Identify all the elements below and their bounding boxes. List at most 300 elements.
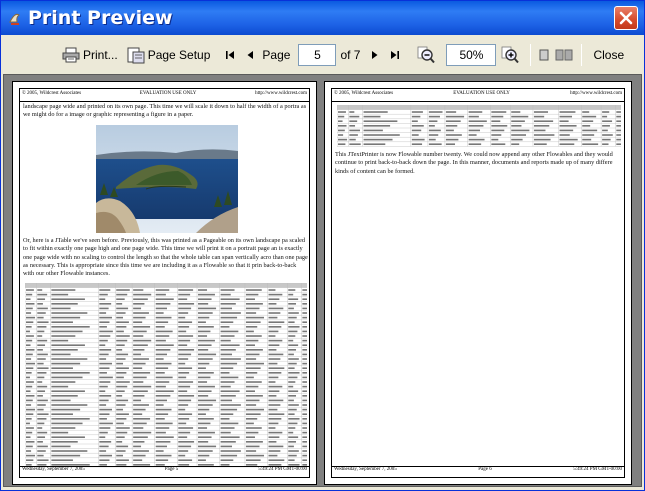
table-cell-text [412, 134, 419, 136]
table-cell-text [116, 423, 124, 425]
table-cell-text [288, 335, 295, 337]
table-cell-text [302, 372, 307, 374]
table-cell-text [469, 134, 477, 136]
toolbar-separator [530, 44, 531, 66]
table-cell-text [26, 404, 31, 406]
table-cell-text [429, 143, 442, 145]
table-cell-text [246, 404, 256, 406]
table-cell-text [221, 321, 234, 323]
table-cell-text [178, 404, 188, 406]
table-cell-text [156, 455, 172, 457]
table-cell-text [246, 294, 258, 296]
table-cell-text [198, 335, 207, 337]
table-cell-text [116, 367, 129, 369]
table-cell-text [412, 120, 418, 122]
table-cell-text [198, 303, 208, 305]
table-cell-text [349, 111, 354, 113]
page-number-input[interactable] [298, 44, 336, 66]
table-cell-text [99, 372, 107, 374]
table-cell-text [178, 303, 194, 305]
table-cell-text [602, 120, 612, 122]
table-cell-text [26, 400, 33, 402]
table-cell-text [156, 404, 164, 406]
table-cell-text [37, 418, 46, 420]
table-cell-text [37, 326, 46, 328]
table-cell-text [491, 116, 503, 118]
table-cell-text [302, 381, 307, 383]
table-cell-text [116, 404, 125, 406]
table-cell-text [156, 367, 168, 369]
table-cell-text [99, 441, 111, 443]
table-cell-text [198, 340, 215, 342]
table-cell-text [26, 335, 34, 337]
table-cell-text [116, 459, 129, 461]
table-cell-text [446, 143, 455, 145]
table-cell-text [338, 120, 343, 122]
table-cell-text [116, 289, 130, 291]
table-cell-text [349, 134, 358, 136]
header-evaluation: EVALUATION USE ONLY [139, 91, 197, 96]
table-cell-text [616, 116, 621, 118]
table-cell-text [221, 372, 230, 374]
table-cell-text [288, 386, 293, 388]
table-cell-text [37, 404, 45, 406]
table-cell-text [116, 441, 122, 443]
preview-viewport[interactable] [3, 74, 642, 487]
body-paragraph: landscape page wide and printed on its own page. This time we will scale it down to half the width of a portra as we might do for a image or graphic representing a figure in a paper. [23, 103, 307, 119]
table-cell-text [133, 395, 144, 397]
table-cell-text [221, 367, 234, 369]
table-cell-text [288, 321, 294, 323]
table-cell-text [178, 423, 186, 425]
table-cell-text [338, 111, 346, 113]
table-cell-text [156, 418, 165, 420]
table-cell-text [37, 335, 42, 337]
table-cell-text [26, 372, 32, 374]
table-cell-text [269, 321, 285, 323]
table-cell-text [288, 441, 296, 443]
table-cell-text [469, 120, 487, 122]
table-cell-text [51, 321, 73, 323]
table-cell-text [511, 139, 522, 141]
table-cell-text [26, 418, 32, 420]
table-cell-text [178, 395, 194, 397]
table-cell-text [37, 446, 48, 448]
table-cell-text [51, 331, 82, 333]
table-cell-text [133, 331, 147, 333]
zoom-out-icon [417, 46, 435, 64]
single-page-icon [539, 49, 549, 61]
table-cell-text [511, 143, 519, 145]
table-cell-text [412, 130, 421, 132]
table-cell-text [156, 312, 164, 314]
table-cell-text [116, 335, 130, 337]
table-cell-text [133, 390, 148, 392]
table-cell-text [133, 436, 148, 438]
table-cell-text [99, 298, 105, 300]
table-cell-text [198, 441, 208, 443]
table-cell-text [534, 120, 553, 122]
table-cell-text [99, 459, 109, 461]
table-cell-text [178, 409, 185, 411]
table-cell-text [133, 404, 149, 406]
table-cell-text [302, 367, 307, 369]
single-page-button[interactable] [536, 42, 552, 68]
table-cell-text [116, 317, 123, 319]
table-cell-text [269, 358, 281, 360]
table-cell-text [246, 409, 264, 411]
table-cell-text [198, 413, 206, 415]
table-cell-text [221, 317, 237, 319]
table-cell-text [288, 381, 295, 383]
table-cell-text [133, 349, 144, 351]
table-cell-text [51, 413, 73, 415]
toolbar [3, 37, 642, 73]
table-cell-text [269, 340, 283, 342]
table-cell-text [178, 312, 188, 314]
table-cell-text [51, 436, 85, 438]
table-cell-text [99, 413, 109, 415]
table-cell-text [246, 423, 254, 425]
table-cell-text [221, 308, 232, 310]
table-cell-text [221, 363, 237, 365]
table-cell-text [288, 404, 299, 406]
table-cell-text [602, 111, 609, 113]
table-cell-text [99, 317, 112, 319]
table-cell-text [133, 413, 142, 415]
table-cell-text [246, 289, 262, 291]
table-cell-text [288, 427, 295, 429]
close-label: Close [593, 48, 625, 62]
table-cell-text [116, 321, 129, 323]
table-cell-text [26, 413, 33, 415]
table-cell-text [221, 386, 231, 388]
table-cell-text [99, 450, 106, 452]
table-cell-text [51, 349, 77, 351]
table-cell-text [269, 298, 280, 300]
table-cell-text [338, 116, 344, 118]
table-cell-text [288, 331, 297, 333]
table-cell-text [133, 432, 151, 434]
table-cell-text [221, 358, 241, 360]
table-cell-text [26, 312, 31, 314]
table-cell-text [288, 298, 298, 300]
table-cell-text [302, 331, 307, 333]
table-cell-text [156, 423, 173, 425]
table-cell-text [246, 298, 255, 300]
table-cell-text [221, 432, 231, 434]
close-icon [619, 11, 633, 25]
page-count-label: of 7 [340, 48, 361, 62]
app-icon [7, 10, 23, 26]
table-cell-text [269, 427, 276, 429]
page-setup-button[interactable] [124, 42, 214, 68]
table-cell-text [37, 459, 48, 461]
table-cell-text [51, 363, 80, 365]
table-cell-text [116, 381, 130, 383]
table-cell-text [269, 326, 282, 328]
table-cell-text [246, 377, 254, 379]
table-cell-text [198, 349, 208, 351]
table-cell-text [99, 358, 106, 360]
table-cell-text [511, 134, 526, 136]
table-cell-text [26, 459, 33, 461]
table-cell-text [221, 344, 240, 346]
two-page-button[interactable] [552, 42, 576, 68]
table-cell-text [51, 441, 77, 443]
table-cell-text [156, 372, 165, 374]
table-cell-text [178, 372, 189, 374]
close-window-button[interactable] [614, 6, 638, 30]
table-cell-text [221, 298, 240, 300]
crater-lake-photo [96, 125, 238, 233]
table-cell-text [178, 459, 192, 461]
table-cell-text [133, 427, 143, 429]
table-cell-text [37, 409, 43, 411]
table-cell-text [302, 303, 307, 305]
table-cell-text [288, 455, 296, 457]
table-cell-text [221, 354, 232, 356]
close-button[interactable] [587, 42, 627, 68]
table-cell-text [302, 441, 307, 443]
table-cell-text [446, 130, 454, 132]
table-cell-text [560, 120, 569, 122]
table-cell-text [51, 372, 89, 374]
table-cell-text [511, 120, 525, 122]
table-cell-text [37, 386, 47, 388]
table-cell-text [269, 386, 283, 388]
table-cell-text [99, 455, 112, 457]
table-cell-text [269, 409, 278, 411]
table-cell-text [269, 432, 283, 434]
table-cell-text [269, 390, 280, 392]
table-cell-text [221, 312, 241, 314]
table-cell-text [178, 441, 194, 443]
table-cell-text [198, 404, 213, 406]
table-cell-text [338, 134, 343, 136]
table-cell-text [246, 390, 255, 392]
table-cell-text [99, 404, 106, 406]
table-cell-text [37, 427, 42, 429]
page-label: Page [262, 48, 291, 62]
table-cell-text [616, 120, 621, 122]
table-cell-text [302, 395, 307, 397]
table-cell-text [37, 294, 47, 296]
table-cell-text [302, 404, 307, 406]
table-cell-text [133, 459, 142, 461]
table-cell-text [429, 125, 435, 127]
table-cell-text [51, 423, 82, 425]
table-cell-text [178, 349, 194, 351]
table-cell-text [302, 436, 307, 438]
table-cell-text [37, 441, 43, 443]
table-cell-text [288, 354, 294, 356]
zoom-out-button[interactable] [414, 42, 438, 68]
table-cell-text [51, 294, 68, 296]
table-cell-text [582, 111, 589, 113]
table-cell-text [99, 344, 105, 346]
table-cell-text [198, 459, 206, 461]
table-cell-text [246, 349, 263, 351]
last-page-button[interactable] [386, 42, 404, 68]
table-cell-text [99, 377, 113, 379]
table-cell-text [288, 459, 294, 461]
table-cell-text [116, 312, 125, 314]
table-cell-text [51, 395, 77, 397]
table-cell-text [269, 335, 276, 337]
table-cell-text [37, 308, 48, 310]
table-cell-text [26, 289, 34, 291]
table-cell-text [51, 317, 80, 319]
table-cell-text [51, 312, 87, 314]
zoom-input[interactable] [446, 44, 496, 66]
table-cell-text [302, 344, 307, 346]
table-cell-text [116, 298, 124, 300]
table-cell-text [26, 354, 33, 356]
table-cell-text [364, 111, 388, 113]
table-cell-text [269, 395, 277, 397]
table-cell-text [364, 116, 381, 118]
page-footer [334, 467, 622, 476]
table-cell-text [302, 400, 307, 402]
table-cell-text [246, 363, 264, 365]
table-cell-text [37, 390, 45, 392]
table-cell-text [429, 139, 436, 141]
table-cell-text [178, 390, 187, 392]
table-cell-text [302, 455, 307, 457]
table-cell-text [99, 363, 112, 365]
table-cell-text [156, 446, 167, 448]
table-cell-text [99, 321, 109, 323]
table-cell-text [221, 423, 239, 425]
table-cell-text [156, 409, 172, 411]
table-cell-text [412, 139, 425, 141]
table-cell-text [99, 409, 112, 411]
table-cell-text [429, 134, 438, 136]
table-cell-text [221, 340, 231, 342]
table-cell-text [26, 331, 30, 333]
table-cell-text [99, 331, 113, 333]
table-cell-text [156, 294, 166, 296]
table-cell-text [302, 427, 307, 429]
table-cell-text [133, 354, 141, 356]
table-cell-text [178, 450, 188, 452]
table-cell-text [491, 120, 500, 122]
table-cell-text [156, 335, 170, 337]
table-cell-text [156, 317, 172, 319]
table-header-row [337, 105, 621, 110]
table-cell-text [246, 344, 255, 346]
title-bar[interactable] [1, 1, 644, 35]
table-cell-text [133, 303, 144, 305]
table-cell-text [51, 326, 89, 328]
table-cell-text [178, 381, 193, 383]
table-cell-text [469, 125, 484, 127]
next-page-button[interactable] [366, 42, 384, 68]
table-cell-text [221, 349, 236, 351]
table-cell-text [26, 308, 33, 310]
table-cell-text [246, 386, 258, 388]
table-cell-text [116, 303, 122, 305]
table-cell-text [221, 381, 235, 383]
two-page-icon [555, 49, 573, 61]
zoom-in-button[interactable] [498, 42, 522, 68]
body-paragraph: Or, here is a JTable we've seen before. Previously, this was printed as a Pageable on its own landscape pa scaled to fit within exactly one page high and one page wide. This time we will print it on a portrait page an is exactly one page wide with no scaling to control the length so that the whole table can span vertically acro than one page as necessary. This is appropriate since this time we are including it as a Flowable so that it prin back-to-back with our other Flowable instances. [23, 237, 308, 278]
table-cell-text [156, 395, 171, 397]
table-cell-text [178, 340, 190, 342]
table-cell-text [364, 120, 398, 122]
table-cell-text [51, 427, 75, 429]
table-cell-text [116, 450, 125, 452]
table-cell-text [178, 400, 191, 402]
table-cell-text [37, 423, 44, 425]
table-cell-text [198, 317, 209, 319]
table-cell-text [616, 130, 621, 132]
table-cell-text [364, 143, 386, 145]
table-cell-text [26, 409, 35, 411]
table-cell-text [221, 436, 240, 438]
table-cell-text [582, 116, 596, 118]
table-cell-text [469, 116, 479, 118]
print-button[interactable] [59, 42, 121, 68]
first-page-button[interactable] [221, 42, 239, 68]
table-cell-text [246, 413, 261, 415]
table-cell-text [302, 459, 307, 461]
table-cell-text [288, 317, 296, 319]
table-cell-text [446, 116, 464, 118]
previous-page-button[interactable] [241, 42, 259, 68]
table-cell-text [26, 363, 35, 365]
table-cell-text [534, 143, 547, 145]
table-cell-text [288, 423, 297, 425]
footer-date: Wednesday, September 7, 2005 [22, 467, 85, 472]
table-cell-text [156, 363, 172, 365]
table-cell-text [198, 400, 216, 402]
table-cell-text [26, 446, 33, 448]
table-cell-text [37, 436, 45, 438]
table-cell-text [178, 363, 185, 365]
table-cell-text [288, 294, 293, 296]
table-cell-text [51, 344, 85, 346]
table-cell-text [602, 134, 613, 136]
table-cell-text [582, 134, 594, 136]
table-cell-text [288, 413, 294, 415]
table-cell-text [116, 349, 122, 351]
table-cell-text [302, 294, 307, 296]
table-cell-text [178, 335, 193, 337]
table-cell-text [198, 446, 216, 448]
table-cell-text [51, 308, 70, 310]
table-cell-text [269, 289, 276, 291]
table-cell-text [26, 321, 33, 323]
table-cell-text [133, 423, 147, 425]
table-cell-text [198, 386, 215, 388]
table-cell-text [178, 321, 192, 323]
table-cell-text [221, 395, 236, 397]
table-cell-text [446, 120, 461, 122]
table-cell-text [133, 455, 145, 457]
table-cell-text [302, 298, 307, 300]
table-cell-text [26, 344, 31, 346]
table-cell-text [198, 367, 206, 369]
table-cell-text [99, 326, 107, 328]
table-cell-text [99, 367, 109, 369]
table-cell-text [269, 308, 284, 310]
table-cell-text [26, 395, 34, 397]
table-cell-text [616, 125, 621, 127]
table-cell-text [178, 294, 190, 296]
table-cell-text [37, 344, 45, 346]
